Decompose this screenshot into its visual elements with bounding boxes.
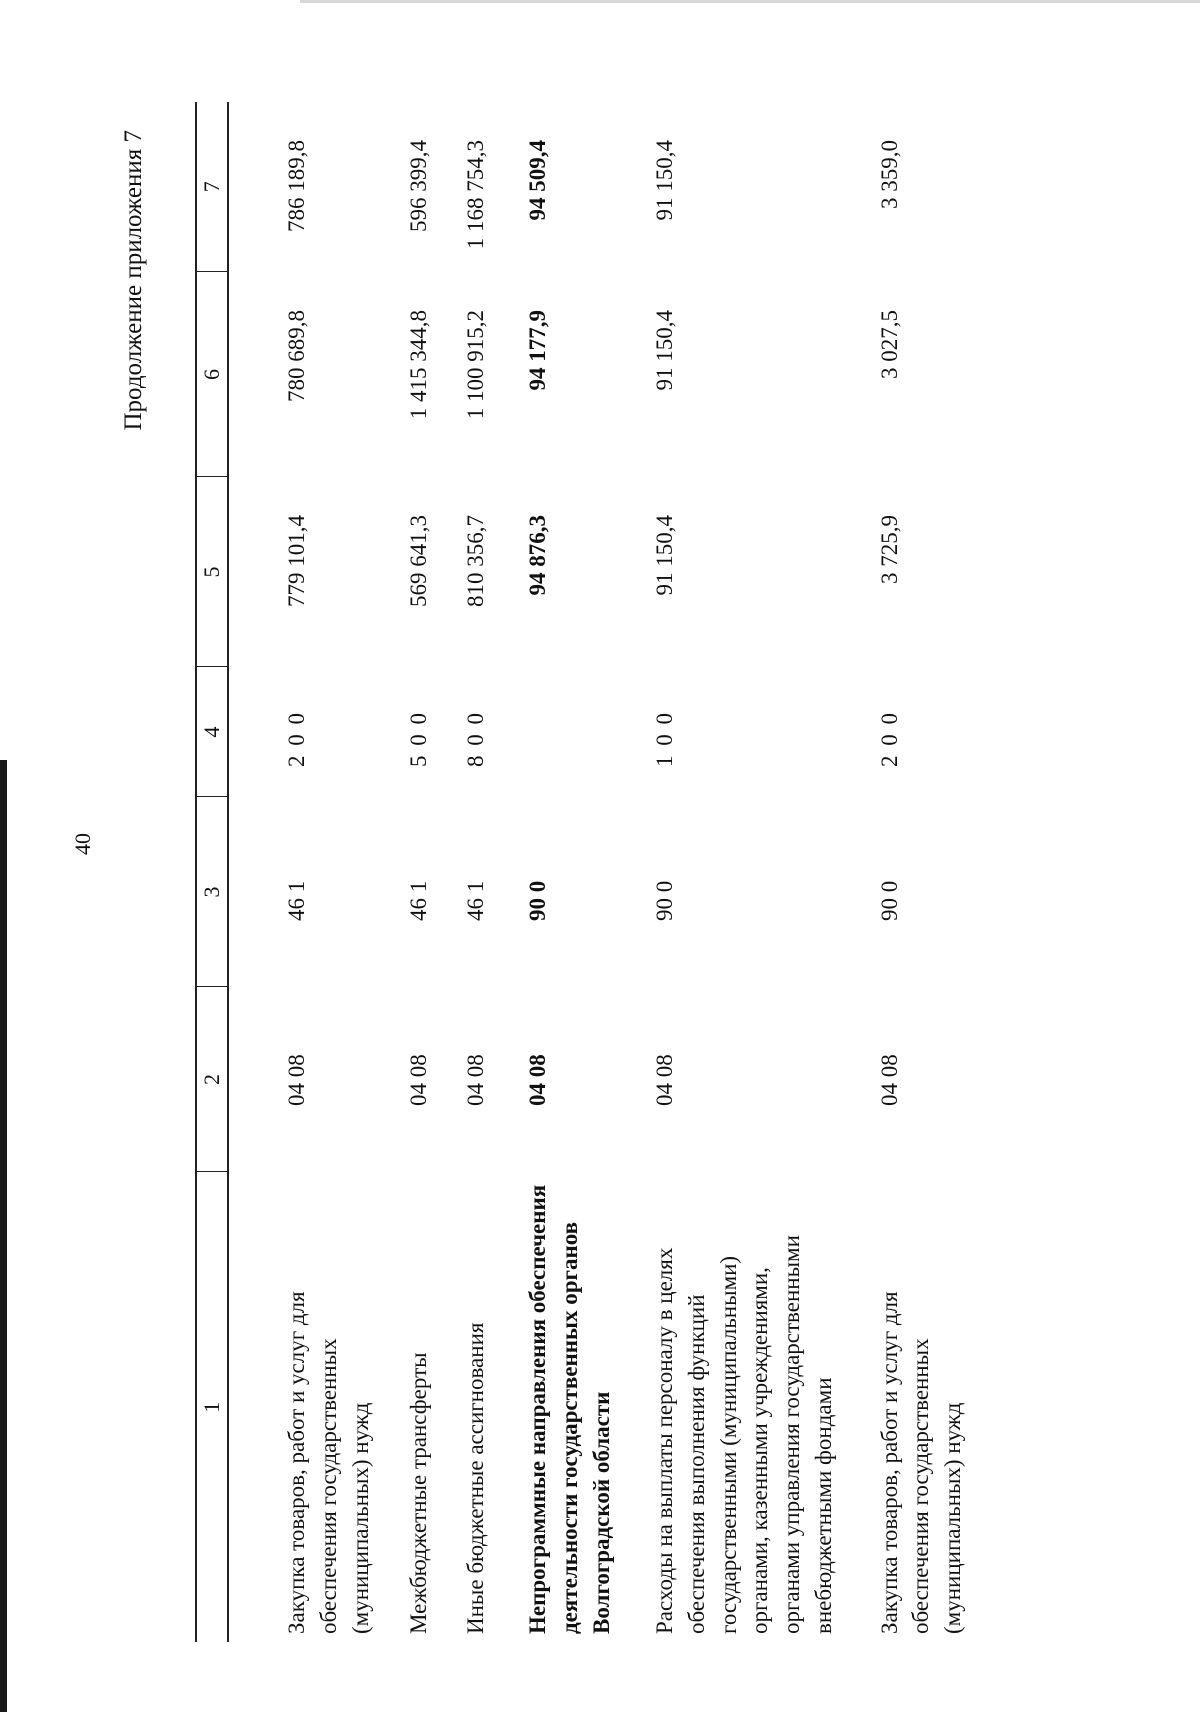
section-code: 04 08 (463, 1054, 489, 1106)
target-article-code: 46 1 (284, 880, 310, 921)
expense-name: Непрограммные направления обеспечения деятельности государственных органов Волгоградской области (525, 1184, 614, 1634)
section-code: 04 08 (525, 1054, 551, 1106)
amount-column-5: 94 876,3 (525, 515, 551, 596)
amount-column-6: 1 415 344,8 (405, 310, 431, 420)
budget-table (195, 102, 969, 1642)
table-row (617, 102, 839, 1642)
amount-column-6: 1 100 915,2 (463, 310, 489, 420)
amount-column-6: 3 027,5 (876, 310, 902, 379)
column-number-6: 6 (196, 272, 228, 477)
target-article-code: 90 0 (876, 880, 902, 921)
table-row (377, 102, 435, 1642)
column-number-5: 5 (196, 477, 228, 667)
column-number-1: 1 (196, 1172, 228, 1642)
target-article-code: 46 1 (405, 880, 431, 921)
section-code: 04 08 (652, 1054, 678, 1106)
amount-column-7: 3 359,0 (876, 140, 902, 209)
expense-type-code: 1 0 0 (652, 711, 678, 767)
target-article-code: 46 1 (463, 880, 489, 921)
expense-type-code: 5 0 0 (405, 711, 431, 767)
expense-type-code: 8 0 0 (463, 711, 489, 767)
expense-name: Расходы на выплаты персоналу в целях обеспечения выполнения функций государственными (муниципальными) органами, казенными учреждениями, органами управления государственными внебюджетными фондами (652, 1235, 836, 1634)
expense-name: Закупка товаров, работ и услуг для обеспечения государственных (муниципальных) нужд (876, 1291, 966, 1634)
page-number: 40 (70, 833, 95, 855)
section-code: 04 08 (284, 1054, 310, 1106)
table-row-subtotal (492, 102, 617, 1642)
table-row (434, 102, 492, 1642)
continuation-label: Продолжение приложения 7 (120, 130, 147, 431)
amount-column-5: 779 101,4 (284, 515, 310, 607)
expense-type-code: 2 0 0 (876, 711, 902, 767)
section-code: 04 08 (876, 1054, 902, 1106)
table-row (228, 102, 376, 1642)
amount-column-6: 91 150,4 (652, 310, 678, 391)
section-code: 04 08 (405, 1054, 431, 1106)
column-number-3: 3 (196, 797, 228, 987)
amount-column-7: 786 189,8 (284, 140, 310, 232)
amount-column-5: 3 725,9 (876, 515, 902, 584)
amount-column-6: 94 177,9 (525, 310, 551, 391)
expense-name: Иные бюджетные ассигнования (463, 1322, 489, 1634)
expense-name: Закупка товаров, работ и услуг для обеспечения государственных (муниципальных) нужд (284, 1291, 373, 1634)
amount-column-5: 569 641,3 (405, 515, 431, 607)
amount-column-6: 780 689,8 (284, 310, 310, 402)
amount-column-5: 91 150,4 (652, 515, 678, 596)
column-number-2: 2 (196, 987, 228, 1172)
expense-type-code (492, 667, 617, 797)
target-article-code: 90 0 (525, 880, 551, 921)
table-row (840, 102, 969, 1642)
amount-column-7: 94 509,4 (525, 140, 551, 221)
amount-column-7: 91 150,4 (652, 140, 678, 221)
amount-column-7: 1 168 754,3 (463, 140, 489, 250)
column-number-4: 4 (196, 667, 228, 797)
column-number-7: 7 (196, 102, 228, 272)
expense-type-code: 2 0 0 (284, 711, 310, 767)
expense-name: Межбюджетные трансферты (405, 1352, 431, 1634)
amount-column-7: 596 399,4 (405, 140, 431, 232)
target-article-code: 90 0 (652, 880, 678, 921)
amount-column-5: 810 356,7 (463, 515, 489, 607)
column-number-row (196, 102, 228, 1642)
